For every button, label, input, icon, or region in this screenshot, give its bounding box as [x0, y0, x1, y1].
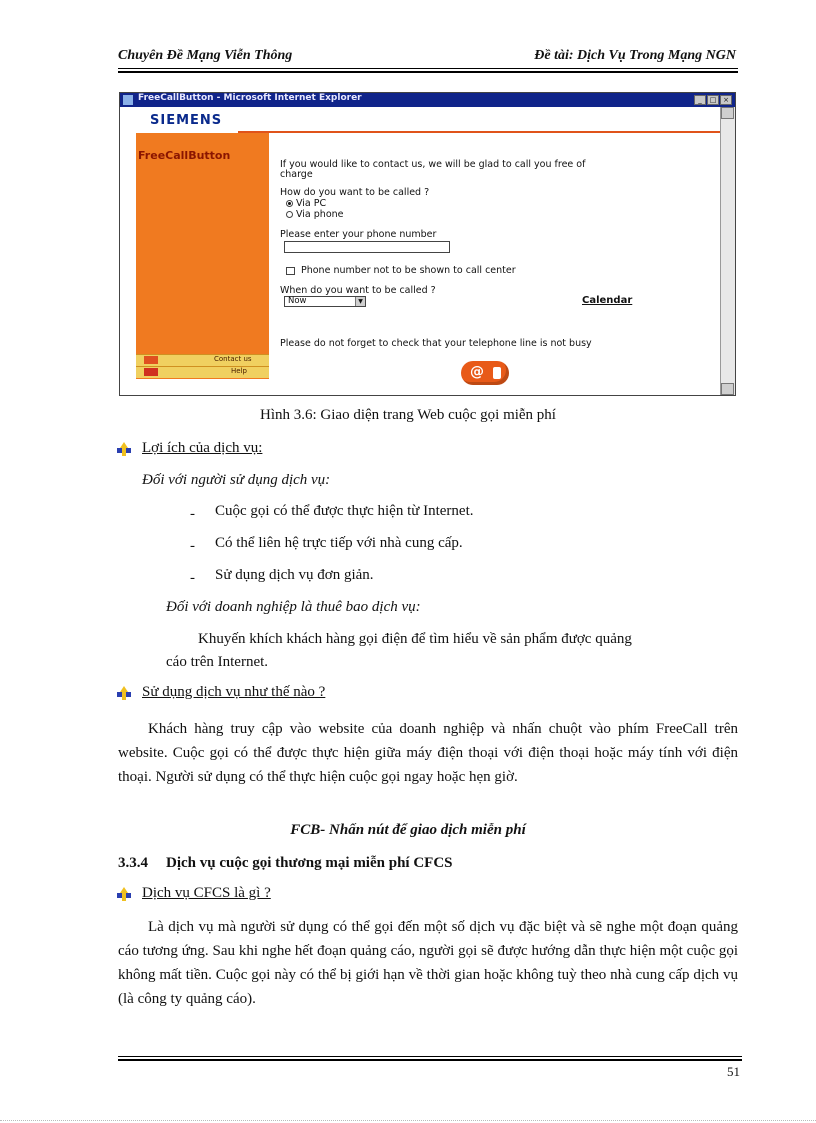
cfcs-paragraph-text: Là dịch vụ mà người sử dụng có thể gọi đến một số dịch vụ đặc biệt và sẽ nghe một đoạn quảng cáo tương ứng. Sau khi nghe hết đoạn quảng cáo, người gọi sẽ được hướng dẫn thực hiện một cuộc gọi không mất tiền. Cuộc gọi này có thể bị giới hạn về thời gian hoặc không tuỳ theo nhà cung cấp dịch vụ (là công ty quảng cáo).: [118, 919, 738, 1007]
how-question: How do you want to be called ?: [280, 187, 430, 198]
header-rule: [118, 68, 738, 69]
header-left: Chuyên Đề Mạng Viễn Thông: [118, 48, 293, 63]
usage-paragraph: [118, 717, 738, 789]
footer-rule: [118, 1056, 742, 1057]
siemens-logo: SIEMENS: [150, 113, 223, 128]
brand-divider: [238, 131, 720, 133]
chevron-down-icon: ▼: [355, 297, 365, 306]
maximize-button[interactable]: □: [707, 95, 719, 105]
header-right: Đề tài: Dịch Vụ Trong Mạng NGN: [534, 48, 736, 63]
section-title: Dịch vụ cuộc gọi thương mại miễn phí CFCS: [166, 855, 453, 871]
cfcs-paragraph: [118, 915, 738, 1011]
envelope-icon: [144, 356, 158, 364]
free-call-button[interactable]: [461, 361, 509, 385]
header-rule-thick: [118, 71, 738, 73]
section-number: 3.3.4: [118, 855, 148, 871]
ie-icon: [123, 95, 133, 105]
radio-icon[interactable]: [286, 211, 293, 218]
bullet-arrow-icon: [117, 887, 131, 901]
user-subheading: Đối với người sử dụng dịch vụ:: [142, 472, 331, 488]
scroll-up-arrow-icon[interactable]: [721, 107, 734, 119]
busy-note: Please do not forget to check that your telephone line is not busy: [280, 338, 592, 349]
business-subheading: Đối với doanh nghiệp là thuê bao dịch vụ:: [166, 599, 421, 615]
option-via-phone[interactable]: [286, 209, 344, 220]
intro-text-cont: charge: [280, 169, 313, 180]
help-icon: [144, 368, 158, 376]
sidebar-link-label: Help: [231, 367, 247, 375]
hide-number-checkbox[interactable]: [286, 267, 295, 275]
sidebar-link-contact[interactable]: [136, 354, 269, 366]
usage-heading: Sử dụng dịch vụ như thế nào ?: [142, 684, 326, 700]
list-item-mark: -: [190, 506, 195, 522]
when-question: When do you want to be called ?: [280, 285, 436, 296]
figure-browser-screenshot: [119, 92, 736, 396]
phone-input[interactable]: [284, 241, 450, 253]
list-item: Có thể liên hệ trực tiếp với nhà cung cấp.: [215, 535, 463, 551]
bullet-arrow-icon: [117, 686, 131, 700]
bullet-arrow-icon: [117, 442, 131, 456]
hide-number-label: Phone number not to be shown to call center: [301, 265, 516, 276]
figure-caption: Hình 3.6: Giao diện trang Web cuộc gọi miễn phí: [260, 407, 556, 423]
vertical-scrollbar[interactable]: [720, 107, 735, 395]
fcb-title: FCB- Nhấn nút để giao dịch miễn phí: [290, 822, 526, 838]
list-item: Sử dụng dịch vụ đơn giản.: [215, 567, 374, 583]
close-button[interactable]: ×: [720, 95, 732, 105]
sidebar-title: FreeCallButton: [138, 149, 231, 162]
window-titlebar: [120, 93, 735, 107]
option-label: Via PC: [296, 198, 327, 209]
business-text-cont: cáo trên Internet.: [166, 654, 269, 670]
scroll-down-arrow-icon[interactable]: [721, 383, 734, 395]
phone-prompt: Please enter your phone number: [280, 229, 437, 240]
radio-selected-icon[interactable]: [286, 200, 293, 207]
when-select[interactable]: [284, 296, 366, 307]
business-text: Khuyến khích khách hàng gọi điện để tìm hiểu về sản phẩm được quảng: [198, 631, 632, 647]
window-controls: [694, 95, 732, 105]
list-item-mark: -: [190, 570, 195, 586]
sidebar: [136, 133, 269, 379]
window-title: FreeCallButton - Microsoft Internet Explorer: [138, 93, 362, 103]
usage-paragraph-text: Khách hàng truy cập vào website của doanh nghiệp và nhấn chuột vào phím FreeCall trên website. Cuộc gọi có thể được thực hiện giữa máy điện thoại với điện thoại hoặc máy tính với điện thoại. Người sử dụng có thể thực hiện cuộc gọi ngay hoặc hẹn giờ.: [118, 721, 738, 785]
page-number: 51: [727, 1064, 740, 1079]
when-select-value: Now: [288, 296, 307, 306]
calendar-link[interactable]: Calendar: [582, 295, 633, 306]
sidebar-link-label: Contact us: [214, 355, 252, 363]
list-item-mark: -: [190, 538, 195, 554]
footer-rule-thick: [118, 1059, 742, 1061]
benefits-heading: Lợi ích của dịch vụ:: [142, 440, 263, 456]
intro-text: If you would like to contact us, we will be glad to call you free of: [280, 159, 586, 170]
list-item: Cuộc gọi có thể được thực hiện từ Internet.: [215, 503, 474, 519]
sidebar-link-help[interactable]: [136, 366, 269, 378]
page-edge: [0, 1120, 816, 1121]
cfcs-heading: Dịch vụ CFCS là gì ?: [142, 885, 271, 901]
option-via-pc[interactable]: [286, 198, 326, 209]
option-label: Via phone: [296, 209, 344, 220]
minimize-button[interactable]: _: [694, 95, 706, 105]
